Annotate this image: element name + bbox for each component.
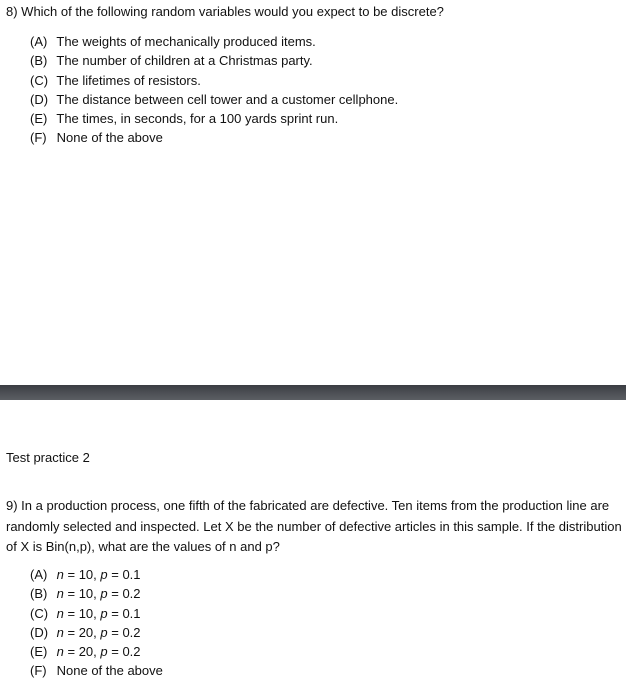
option-label: (F) — [30, 130, 47, 146]
p-value: 0.2 — [122, 586, 141, 602]
option-b — [30, 51, 398, 70]
n-value: 20 — [78, 624, 94, 640]
option-d — [30, 90, 398, 109]
option-label: (F) — [30, 663, 47, 679]
option-text: None of the above — [56, 130, 163, 146]
question-8-options — [30, 32, 398, 148]
option-e: (E) n = 20, p = 0.2 — [30, 642, 163, 661]
option-f — [30, 128, 398, 147]
option-label: (E) — [30, 644, 48, 660]
n-value: 10 — [78, 586, 94, 602]
n-value: 10 — [78, 567, 94, 582]
page-divider — [0, 385, 626, 400]
p-value: 0.2 — [122, 644, 141, 660]
question-8-stem: 8) Which of the following random variables would you expect to be discrete? — [6, 4, 444, 19]
option-e — [30, 109, 398, 128]
option-label: (D) — [30, 624, 49, 640]
option-c — [30, 71, 398, 90]
option-b: (B) n = 10, p = 0.2 — [30, 584, 163, 603]
p-value: 0.1 — [122, 567, 141, 582]
p-value: 0.1 — [122, 605, 141, 621]
p-value: 0.2 — [122, 624, 141, 640]
option-label: (E) — [30, 111, 48, 127]
section-title: Test practice 2 — [6, 450, 90, 465]
question-9-stem: 9) In a production process, one fifth of the fabricated are defective. Ten items from the production line are randomly selected and inspected. Let X be the number of defective articles in this sample. If the distribution of X is Bin(n,p), what are the values of n and p? — [6, 498, 622, 554]
option-label: (C) — [30, 72, 49, 88]
option-a — [30, 32, 398, 51]
option-label: (A) — [30, 34, 48, 49]
option-label: (B) — [30, 586, 48, 602]
option-d: (D) n = 20, p = 0.2 — [30, 623, 163, 642]
option-text: None of the above — [56, 663, 163, 679]
option-text: The number of children at a Christmas party. — [56, 53, 313, 69]
option-text: The lifetimes of resistors. — [56, 72, 201, 88]
option-f — [30, 661, 163, 680]
question-9-options — [30, 565, 163, 681]
option-label: (C) — [30, 605, 49, 621]
option-text: The weights of mechanically produced items. — [56, 34, 316, 49]
n-value: 20 — [78, 644, 94, 660]
option-label: (B) — [30, 53, 48, 69]
option-text: The distance between cell tower and a customer cellphone. — [56, 91, 399, 107]
option-a: (A) n = 10, p = 0.1 — [30, 565, 163, 584]
option-text: The times, in seconds, for a 100 yards sprint run. — [56, 111, 339, 127]
option-label: (A) — [30, 567, 48, 582]
n-value: 10 — [78, 605, 94, 621]
option-c: (C) n = 10, p = 0.1 — [30, 604, 163, 623]
option-label: (D) — [30, 91, 49, 107]
